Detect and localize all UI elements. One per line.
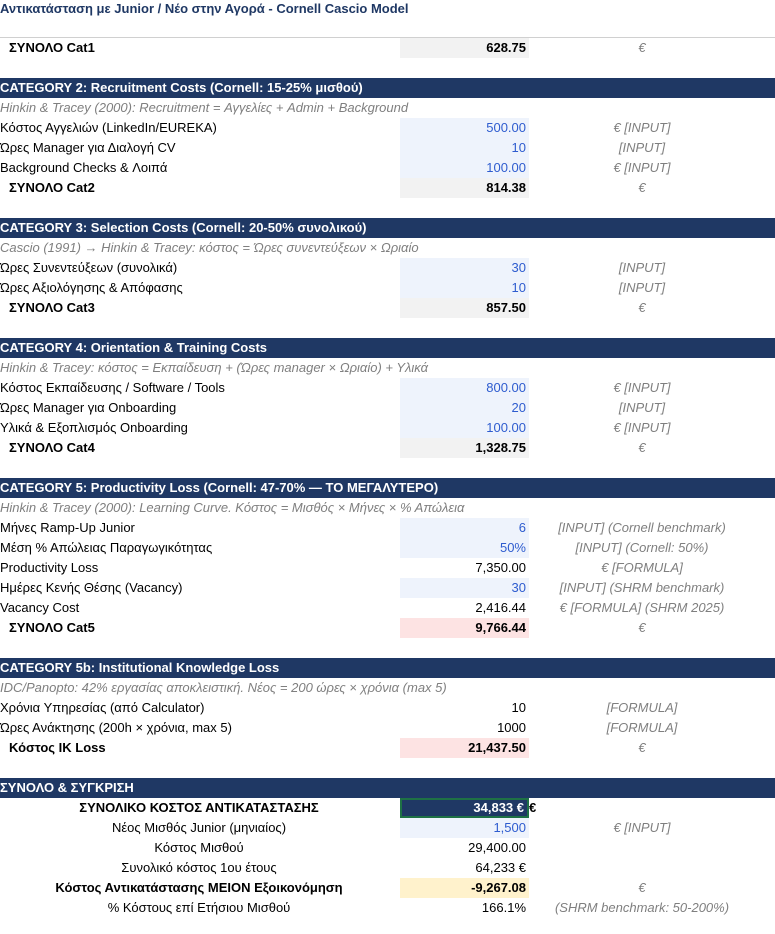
cat5-row-unit: € [FORMULA] — [601, 560, 683, 575]
cat2-row-unit: [INPUT] — [618, 140, 666, 155]
cat5-total-value[interactable]: 9,766.44 — [400, 618, 529, 638]
cat5b-row-unit: [FORMULA] — [606, 720, 678, 735]
cat5b-note: IDC/Panopto: 42% εργασίας αποκλειστική. Νέος = 200 ώρες × χρόνια (max 5) — [0, 680, 447, 695]
minus-savings-unit: € — [638, 880, 646, 895]
cat5b-formula-cell[interactable]: 1000 — [497, 720, 526, 735]
salary-input-cell[interactable]: 1,500 — [400, 818, 529, 838]
cat2-row-label: Ώρες Manager για Διαλογή CV — [0, 140, 176, 155]
cat4-row-unit: [INPUT] — [618, 400, 666, 415]
cat4-total-unit: € — [638, 440, 646, 455]
cat5b-row-label: Χρόνια Υπηρεσίας (από Calculator) — [0, 700, 205, 715]
table-row — [0, 858, 775, 878]
cat2-total-unit: € — [638, 180, 646, 195]
category-header — [0, 78, 775, 98]
cat1-total-value[interactable]: 628.75 — [400, 38, 529, 58]
cat5-row-label: Ημέρες Κενής Θέσης (Vacancy) — [0, 580, 183, 595]
cat4-row-label: Κόστος Εκπαίδευσης / Software / Tools — [0, 380, 225, 395]
category-header — [0, 778, 775, 798]
cat4-header: CATEGORY 4: Orientation & Training Costs — [0, 340, 268, 355]
cat5-formula-cell[interactable]: 2,416.44 — [475, 600, 526, 615]
table-row — [0, 838, 775, 858]
formula-note — [0, 498, 775, 518]
pct-value[interactable]: 166.1% — [481, 900, 526, 915]
cat5-note: Hinkin & Tracey (2000): Learning Curve. Κόστος = Μισθός × Μήνες × % Απώλεια — [0, 500, 465, 515]
cat4-row-unit: € [INPUT] — [613, 420, 671, 435]
table-row — [0, 738, 775, 758]
table-row — [0, 518, 775, 538]
category-header — [0, 338, 775, 358]
cat1-total-label: ΣΥΝΟΛΟ Cat1 — [9, 40, 95, 55]
cat4-row-unit: € [INPUT] — [613, 380, 671, 395]
table-row — [0, 438, 775, 458]
cat2-note: Hinkin & Tracey (2000): Recruitment = Αγγελίες + Admin + Background — [0, 100, 409, 115]
summary-header: ΣΥΝΟΛΟ & ΣΥΓΚΡΙΣΗ — [0, 780, 134, 795]
table-row — [0, 378, 775, 398]
table-row — [0, 398, 775, 418]
pct-label: % Κόστους επί Ετήσιου Μισθού — [107, 900, 291, 915]
cat5-row-unit: € [FORMULA] (SHRM 2025) — [559, 600, 725, 615]
cat4-row-label: Ώρες Manager για Onboarding — [0, 400, 177, 415]
first-year-label: Συνολικό κόστος 1ου έτους — [121, 860, 277, 875]
cat2-total-label: ΣΥΝΟΛΟ Cat2 — [9, 180, 95, 195]
cat1-total-unit: € — [638, 40, 646, 55]
cat3-input-cell[interactable]: 10 — [400, 278, 529, 298]
cat2-header: CATEGORY 2: Recruitment Costs (Cornell: 15-25% μισθού) — [0, 80, 363, 95]
cat2-row-label: Background Checks & Λοιπά — [0, 160, 168, 175]
salary-label: Νέος Μισθός Junior (μηνιαίος) — [111, 820, 287, 835]
cat5b-row-unit: [FORMULA] — [606, 700, 678, 715]
cat5-total-unit: € — [638, 620, 646, 635]
cat5b-formula-cell[interactable]: 10 — [511, 700, 526, 715]
cat3-input-cell[interactable]: 30 — [400, 258, 529, 278]
first-year-value[interactable]: 64,233 € — [475, 860, 526, 875]
table-row — [0, 718, 775, 738]
table-row — [0, 798, 775, 818]
cat4-total-value[interactable]: 1,328.75 — [400, 438, 529, 458]
cat2-input-cell[interactable]: 500.00 — [400, 118, 529, 138]
table-row — [0, 118, 775, 138]
cat3-total-label: ΣΥΝΟΛΟ Cat3 — [9, 300, 95, 315]
table-row — [0, 538, 775, 558]
cat5-row-unit: [INPUT] (Cornell benchmark) — [558, 520, 726, 535]
table-row — [0, 138, 775, 158]
salary-cost-value[interactable]: 29,400.00 — [468, 840, 526, 855]
table-row — [0, 258, 775, 278]
cat5-formula-cell[interactable]: 7,350.00 — [475, 560, 526, 575]
cat5-total-label: ΣΥΝΟΛΟ Cat5 — [9, 620, 95, 635]
cat5-row-label: Productivity Loss — [0, 560, 99, 575]
table-row — [0, 878, 775, 898]
table-row — [0, 618, 775, 638]
cat3-total-unit: € — [638, 300, 646, 315]
table-row — [0, 698, 775, 718]
table-row — [0, 38, 775, 58]
category-header — [0, 218, 775, 238]
salary-cost-label: Κόστος Μισθού — [154, 840, 244, 855]
cat3-row-unit: [INPUT] — [618, 280, 666, 295]
cat2-row-unit: € [INPUT] — [613, 120, 671, 135]
table-row — [0, 418, 775, 438]
category-header — [0, 658, 775, 678]
cat5b-total-label: Κόστος IK Loss — [9, 740, 106, 755]
cat2-row-unit: € [INPUT] — [613, 160, 671, 175]
formula-note — [0, 678, 775, 698]
cat5-input-cell[interactable]: 6 — [400, 518, 529, 538]
formula-note — [0, 98, 775, 118]
cat3-row-label: Ώρες Συνεντεύξεων (συνολικά) — [0, 260, 178, 275]
table-row — [0, 578, 775, 598]
formula-note — [0, 238, 775, 258]
cat5b-row-label: Ώρες Ανάκτησης (200h × χρόνια, max 5) — [0, 720, 232, 735]
cat2-row-label: Κόστος Αγγελιών (LinkedIn/EUREKA) — [0, 120, 217, 135]
cat5-input-cell[interactable]: 30 — [400, 578, 529, 598]
cat3-header: CATEGORY 3: Selection Costs (Cornell: 20-50% συνολικού) — [0, 220, 367, 235]
cat5-row-label: Μήνες Ramp-Up Junior — [0, 520, 135, 535]
table-row — [0, 898, 775, 918]
cat2-total-value[interactable]: 814.38 — [400, 178, 529, 198]
minus-savings-label: Κόστος Αντικατάστασης ΜΕΙΟΝ Εξοικονόμηση — [55, 880, 343, 895]
cat5-row-label: Μέση % Απώλειας Παραγωγικότητας — [0, 540, 213, 555]
cat3-row-unit: [INPUT] — [618, 260, 666, 275]
salary-unit: € [INPUT] — [613, 820, 671, 835]
formula-note — [0, 358, 775, 378]
grand-total-value-selected-cell[interactable]: 34,833 € — [400, 798, 529, 818]
sheet-title: Αντικατάσταση με Junior / Νέο στην Αγορά - Cornell Cascio Model — [0, 1, 409, 16]
table-row — [0, 598, 775, 618]
cat5-row-unit: [INPUT] (Cornell: 50%) — [575, 540, 709, 555]
cat3-total-value[interactable]: 857.50 — [400, 298, 529, 318]
cat5b-total-unit: € — [638, 740, 646, 755]
table-row — [0, 178, 775, 198]
cat4-note: Hinkin & Tracey: κόστος = Εκπαίδευση + (Ώρες manager × Ωριαίο) + Υλικά — [0, 360, 429, 375]
cat3-row-label: Ώρες Αξιολόγησης & Απόφασης — [0, 280, 183, 295]
cat5-header: CATEGORY 5: Productivity Loss (Cornell: 47-70% — ΤΟ ΜΕΓΑΛΥΤΕΡΟ) — [0, 480, 439, 495]
pct-unit: (SHRM benchmark: 50-200%) — [554, 900, 730, 915]
cat4-row-label: Υλικά & Εξοπλισμός Onboarding — [0, 420, 188, 435]
cat5b-total-value[interactable]: 21,437.50 — [400, 738, 529, 758]
table-row — [0, 298, 775, 318]
table-row — [0, 818, 775, 838]
table-row — [0, 558, 775, 578]
cat5-row-label: Vacancy Cost — [0, 600, 80, 615]
cat4-input-cell[interactable]: 100.00 — [400, 418, 529, 438]
cat2-input-cell[interactable]: 100.00 — [400, 158, 529, 178]
cat5b-header: CATEGORY 5b: Institutional Knowledge Loss — [0, 660, 280, 675]
cat4-total-label: ΣΥΝΟΛΟ Cat4 — [9, 440, 95, 455]
cat4-input-cell[interactable]: 20 — [400, 398, 529, 418]
cat5-row-unit: [INPUT] (SHRM benchmark) — [559, 580, 725, 595]
cat5-input-cell[interactable]: 50% — [400, 538, 529, 558]
grand-total-euro-suffix: € — [529, 800, 537, 815]
grand-total-label: ΣΥΝΟΛΙΚΟ ΚΟΣΤΟΣ ΑΝΤΙΚΑΤΑΣΤΑΣΗΣ — [79, 800, 319, 815]
table-row — [0, 158, 775, 178]
cat2-input-cell[interactable]: 10 — [400, 138, 529, 158]
minus-savings-value[interactable]: -9,267.08 — [400, 878, 529, 898]
cat3-note: Cascio (1991) → Hinkin & Tracey: κόστος = Ώρες συνεντεύξεων × Ωριαίο — [0, 240, 419, 255]
table-row — [0, 278, 775, 298]
cat4-input-cell[interactable]: 800.00 — [400, 378, 529, 398]
category-header — [0, 478, 775, 498]
